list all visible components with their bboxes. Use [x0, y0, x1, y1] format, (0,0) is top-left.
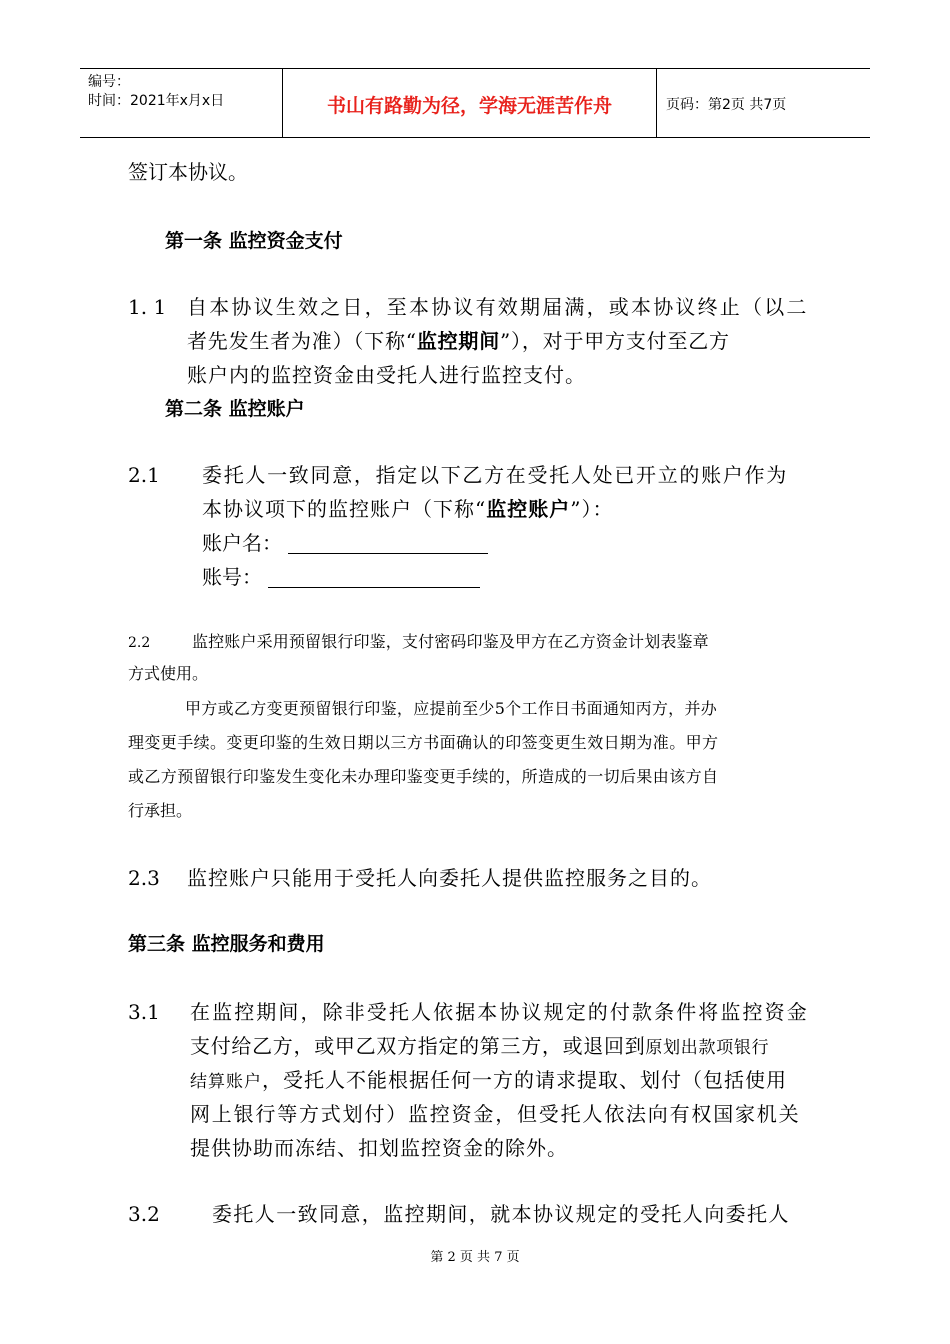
clause-text: 结算账户，受托人不能根据任何一方的请求提取、划付（包括使用: [190, 1068, 787, 1092]
clause-text: 方式使用。: [128, 664, 209, 683]
article-3-title: 第三条 监控服务和费用: [128, 933, 325, 955]
article-2-title: 第二条 监控账户: [165, 398, 305, 420]
clause-number: 2.2: [128, 635, 151, 651]
account-number-field: 账号：: [202, 565, 480, 589]
clause-number: 3.2: [128, 1202, 160, 1226]
clause-text: 委托人一致同意，监控期间，就本协议规定的受托人向委托人: [212, 1202, 790, 1226]
clause-number: 2.3: [128, 866, 160, 890]
term-monitoring-period: 监控期间: [416, 329, 501, 353]
clause-text: 提供协助而冻结、扣划监控资金的除外。: [190, 1136, 568, 1160]
clause-text: 在监控期间，除非受托人依据本协议规定的付款条件将监控资金: [190, 1000, 809, 1024]
term-monitoring-account: 监控账户: [486, 497, 571, 521]
clause-text: 监控账户采用预留银行印鉴，支付密码印鉴及甲方在乙方资金计划表鉴章: [192, 632, 709, 651]
header-time: 时间：2021年x月x日: [88, 93, 225, 109]
clause-text: 自本协议生效之日，至本协议有效期届满，或本协议终止（以二: [187, 295, 809, 319]
clause-text: 者先发生者为准）（下称“监控期间”），对于甲方支付至乙方: [187, 329, 730, 353]
header-number: 编号：: [88, 74, 130, 90]
intro-line: 签订本协议。: [128, 160, 248, 184]
blank-line: [268, 569, 480, 588]
page-header: [80, 68, 870, 138]
article-1-title: 第一条 监控资金支付: [165, 230, 343, 252]
clause-text: 账户内的监控资金由受托人进行监控支付。: [187, 363, 586, 387]
clause-text: 支付给乙方，或甲乙双方指定的第三方，或退回到原划出款项银行: [190, 1034, 770, 1058]
clause-text: 监控账户只能用于受托人向委托人提供监控服务之目的。: [187, 866, 712, 890]
header-page-number: 页码：第2页 共7页: [666, 97, 787, 113]
clause-text: 甲方或乙方变更预留银行印鉴，应提前至少5个工作日书面通知丙方，并办: [185, 699, 718, 718]
clause-number: 1. 1: [128, 295, 167, 319]
header-divider: [656, 69, 657, 137]
clause-text: 网上银行等方式划付）监控资金，但受托人依法向有权国家机关: [190, 1102, 801, 1126]
clause-number: 2.1: [128, 463, 160, 487]
clause-text: 委托人一致同意，指定以下乙方在受托人处已开立的账户作为: [202, 463, 788, 487]
clause-text: 行承担。: [128, 801, 193, 820]
account-name-field: 账户名：: [202, 531, 488, 555]
clause-text: 或乙方预留银行印鉴发生变化未办理印鉴变更手续的，所造成的一切后果由该方自: [128, 767, 719, 786]
clause-number: 3.1: [128, 1000, 160, 1024]
clause-text: 理变更手续。变更印鉴的生效日期以三方书面确认的印签变更生效日期为准。甲方: [128, 733, 719, 752]
page-footer: 第 2 页 共 7 页: [430, 1250, 520, 1265]
header-motto: 书山有路勤为径，学海无涯苦作舟: [326, 95, 612, 117]
header-meta: [88, 73, 224, 111]
blank-line: [288, 535, 488, 554]
clause-text: 本协议项下的监控账户（下称“监控账户”）：: [202, 497, 614, 521]
